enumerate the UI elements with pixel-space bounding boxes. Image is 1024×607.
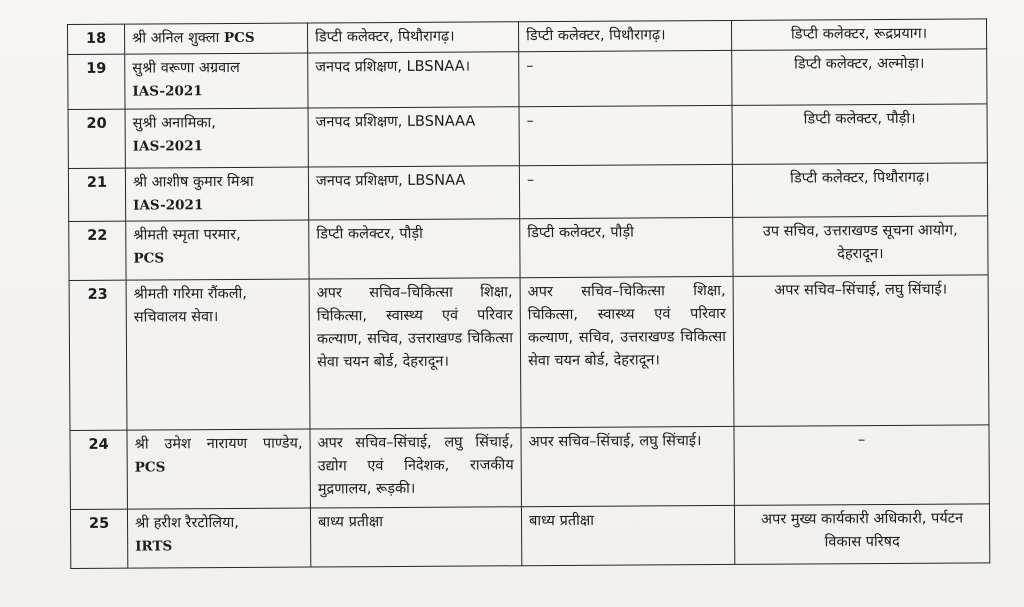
officer-service: PCS [223, 29, 255, 47]
final-posting-cell [732, 104, 987, 165]
current-posting: डिप्टी कलेक्टर, पौड़ी [309, 219, 520, 279]
final-posting: उप सचिव, उत्तराखण्ड सूचना आयोग, देहरादून। [762, 222, 958, 263]
officer-name: श्रीमती स्मृता परमार, [133, 226, 241, 244]
officer-name: श्री आशीष कुमार मिश्रा [132, 173, 254, 191]
final-posting-cell [731, 19, 986, 51]
current-posting: अपर सचिव–चिकित्सा शिक्षा, चिकित्सा, स्वास्थ्य एवं परिवार कल्याण, सचिव, उत्तराखण्ड चिकित्सा सेवा चयन बोर्ड, देहरादून। [309, 278, 521, 429]
officer-name: श्री उमेश नारायण पाण्डेय, [134, 435, 303, 453]
proposed-posting: – [519, 164, 732, 218]
officer-name: श्रीमती गरिमा रौंकली, सचिवालय सेवा। [133, 285, 247, 326]
officer-name-cell [126, 220, 309, 280]
serial-number: 25 [70, 509, 127, 568]
final-posting-cell [734, 425, 989, 506]
current-posting: अपर सचिव–सिंचाई, लघु सिंचाई, उद्योग एवं निदेशक, राजकीय मुद्रणालय, रूड़की। [310, 428, 521, 508]
final-posting-cell [732, 163, 987, 218]
table-row [69, 216, 988, 281]
serial-number: 19 [68, 54, 125, 109]
serial-number: 22 [69, 221, 126, 280]
officer-name-cell [125, 108, 308, 168]
table-row [68, 104, 987, 169]
final-posting-cell [733, 216, 988, 277]
officer-name: सुश्री अनामिका, [132, 115, 216, 132]
final-posting-cell [734, 504, 989, 565]
officer-name: सुश्री वरूणा अग्रवाल [132, 59, 240, 77]
final-posting: अपर सचिव–सिंचाई, लघु सिंचाई। [774, 281, 948, 299]
officer-name: श्री हरीश रैरटोलिया, [135, 514, 239, 532]
serial-number: 20 [68, 109, 125, 168]
table-row [70, 425, 989, 510]
current-posting: जनपद प्रशिक्षण, LBSNAAA [308, 107, 519, 167]
final-posting-cell [732, 49, 987, 106]
officer-name-cell [127, 508, 310, 568]
officer-service: IRTS [135, 538, 173, 555]
final-posting: डिप्टी कलेक्टर, अल्मोड़ा। [794, 55, 925, 73]
officer-name-cell [125, 167, 308, 221]
table-row [68, 49, 987, 110]
officer-service: IAS-2021 [132, 138, 204, 155]
officer-service: PCS [134, 459, 166, 476]
proposed-posting: – [519, 105, 732, 165]
table-row [68, 163, 987, 222]
officer-name: श्री अनिल शुक्ला [132, 30, 220, 47]
proposed-posting: अपर सचिव–चिकित्सा शिक्षा, चिकित्सा, स्वास्थ्य एवं परिवार कल्याण, सचिव, उत्तराखण्ड चिकित्सा सेवा चयन बोर्ड, देहरादून। [520, 276, 734, 427]
current-posting: जनपद प्रशिक्षण, LBSNAA। [308, 52, 519, 108]
proposed-posting: डिप्टी कलेक्टर, पिथौरागढ़। [518, 20, 731, 51]
serial-number: 21 [68, 168, 125, 221]
officer-service: IAS-2021 [133, 197, 204, 214]
serial-number: 24 [70, 430, 127, 509]
proposed-posting: अपर सचिव–सिंचाई, लघु सिंचाई। [521, 426, 734, 506]
proposed-posting: – [519, 50, 732, 106]
proposed-posting: बाध्य प्रतीक्षा [521, 505, 734, 565]
officer-service: IAS-2021 [132, 83, 203, 100]
final-posting: – [857, 432, 866, 449]
table-row [70, 504, 989, 569]
officer-name-cell [125, 53, 308, 109]
serial-number: 23 [69, 280, 127, 430]
serial-number: 18 [68, 24, 125, 54]
current-posting: बाध्य प्रतीक्षा [310, 507, 521, 567]
officer-name-cell [127, 429, 310, 509]
final-posting-cell [733, 275, 989, 427]
final-posting: डिप्टी कलेक्टर, पौड़ी। [803, 110, 916, 128]
current-posting: डिप्टी कलेक्टर, पिथौरागढ़। [307, 22, 518, 53]
proposed-posting: डिप्टी कलेक्टर, पौड़ी [520, 217, 733, 277]
final-posting: अपर मुख्य कार्यकारी अधिकारी, पर्यटन विकास परिषद [760, 510, 964, 551]
officer-service: PCS [133, 250, 165, 267]
officer-name-cell [126, 279, 310, 430]
officer-name-cell [125, 23, 308, 54]
current-posting: जनपद प्रशिक्षण, LBSNAA [308, 166, 519, 220]
transfer-table [67, 18, 990, 569]
final-posting: डिप्टी कलेक्टर, पिथौरागढ़। [790, 169, 930, 187]
table-row [69, 275, 989, 431]
final-posting: डिप्टी कलेक्टर, रूद्रप्रयाग। [790, 25, 928, 43]
